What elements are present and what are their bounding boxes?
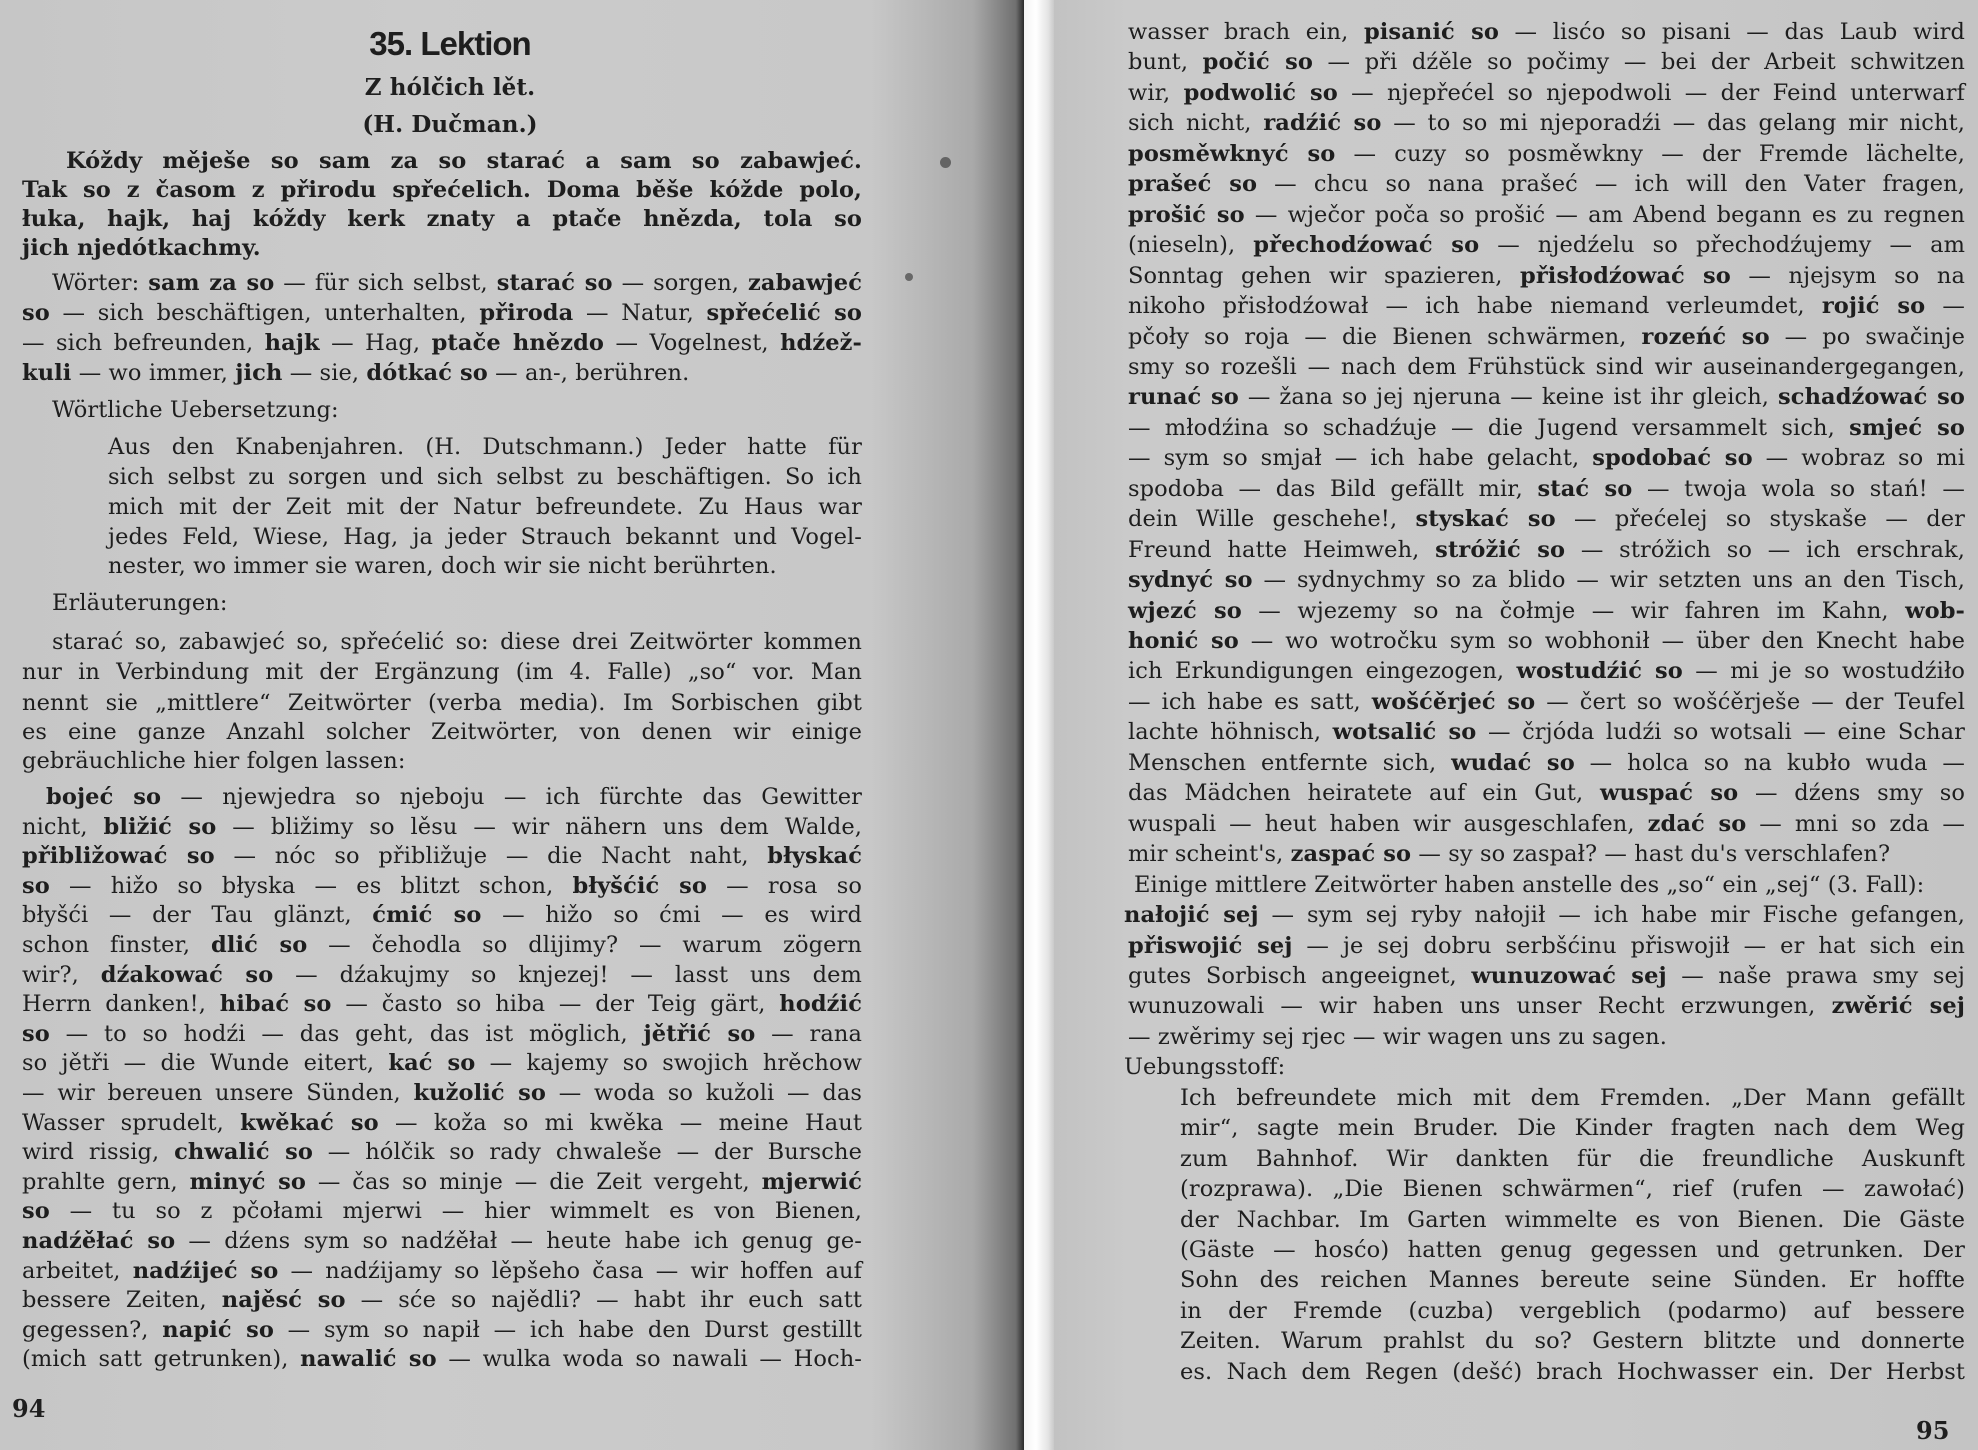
text-run: Herrn danken!, <box>22 991 220 1018</box>
text-run: — mi je so wostudźiło <box>1682 658 1966 685</box>
bold-term: podwolić so <box>1183 79 1338 106</box>
text-line <box>108 433 862 461</box>
bold-term: přiroda <box>479 300 574 326</box>
bold-term: wob- <box>1905 597 1965 624</box>
text-line <box>22 299 862 327</box>
text-run: — njejsym so na <box>1730 262 1966 289</box>
bold-term: jětřić so <box>643 1020 756 1047</box>
text-line <box>1128 779 1965 807</box>
text-line <box>108 463 862 491</box>
text-run: es eine ganze Anzahl solcher Zeitwörter, von denen wir einige <box>22 719 862 745</box>
text-run: — njewjedra so njeboju — ich fürchte das Gewitter <box>161 784 862 810</box>
text-run: so jětři — die Wunde eitert, <box>22 1050 389 1077</box>
text-run: — młodźina so schadźuje — die Jugend versammelt sich, <box>1128 414 1850 441</box>
bold-term: jich njedótkachmy. <box>22 235 261 261</box>
text-line <box>1180 1145 1965 1173</box>
text-run: mich mit der Zeit mit der Natur befreundete. Zu Haus war <box>108 494 862 520</box>
bold-term: radźić so <box>1263 110 1382 137</box>
bold-term: ptače hnězdo <box>431 330 605 356</box>
bold-term: wuspać so <box>1600 780 1739 807</box>
text-run: — wir bereuen unsere Sünden, <box>22 1080 414 1106</box>
text-run: dein Wille geschehe!, <box>1128 506 1416 533</box>
text-line <box>1128 262 1965 290</box>
text-run: — dźakujmy so knjezej! — lasst uns dem <box>273 961 862 988</box>
text-line <box>22 658 862 686</box>
text-run: — sće so najědli? — habt ihr euch satt <box>345 1287 863 1314</box>
text-line <box>1128 718 1965 746</box>
text-line <box>1128 323 1965 351</box>
text-run: — kajemy so swojich hrěchow <box>475 1050 862 1077</box>
text-run: — to so mi njeporadźi — das gelang mir nicht, <box>1381 110 1965 137</box>
text-run: Ich befreundete mich mit dem Fremden. „Der Mann gefällt <box>1180 1084 1965 1111</box>
lesson-author: (H. Dučman.) <box>362 111 538 138</box>
text-run: — koža so mi kwěka — meine Haut <box>378 1109 862 1136</box>
text-line <box>1128 566 1965 594</box>
text-line <box>1128 597 1965 625</box>
bold-term: wostudźić so <box>1516 658 1683 685</box>
bold-term: přisłodźować so <box>1520 262 1731 289</box>
text-line <box>1180 1175 1965 1203</box>
text-run: — chcu so nana prašeć — ich will den Vater fragen, <box>1257 171 1966 198</box>
text-run: — je sej dobru serbšćinu přiswojił — er hat sich ein <box>1292 932 1965 959</box>
bold-term: stróžić so <box>1435 536 1566 563</box>
bold-term: jich <box>235 360 283 386</box>
text-line <box>22 1227 862 1255</box>
text-run: — wječor poča so prošić — am Abend begann es zu regnen <box>1244 201 1965 228</box>
text-line <box>1128 475 1965 503</box>
text-run: — sydnychmy so za blido — wir setzten uns an den Tisch, <box>1252 567 1965 594</box>
text-run: Menschen entfernte sich, <box>1128 749 1452 776</box>
text-run: der Nachbar. Im Garten wimmelte es von Bienen. Die Gäste <box>1180 1206 1965 1233</box>
text-run: pčoły so roja — die Bienen schwärmen, <box>1128 323 1642 350</box>
text-run: nikoho přisłodźował — ich habe niemand verleumdet, <box>1128 293 1822 320</box>
text-run: Wörtliche Uebersetzung: <box>52 397 339 423</box>
text-run: Erläuterungen: <box>52 590 228 616</box>
text-run: — rana <box>755 1020 862 1047</box>
text-run: — při dźěle so počimy — bei der Arbeit schwitzen <box>1312 49 1965 76</box>
text-run: — črjóda ludźi so wotsali — eine Schar <box>1476 719 1965 746</box>
text-line <box>22 1079 862 1107</box>
text-run: — hólčik so rady chwaleše — der Bursche <box>313 1139 863 1166</box>
text-line <box>1180 1266 1965 1294</box>
text-line <box>22 234 862 262</box>
text-line <box>1128 810 1965 838</box>
text-run: — čehodla so dlijimy? — warum zögern <box>307 932 862 958</box>
text-run: (rozprawa). „Die Bienen schwärmen“, rief (rufen — zawołać) <box>1180 1176 1965 1203</box>
text-run: — njepřećel so njepodwoli — der Feind unterwarf <box>1337 79 1965 106</box>
text-line <box>1128 536 1965 564</box>
text-run: — přećelej so styskaše — der <box>1555 506 1966 533</box>
book-gutter <box>1024 0 1054 1450</box>
text-run: (Gäste — hosćo) hatten genug gegessen und getrunken. Der <box>1180 1237 1965 1263</box>
bold-term: napić so <box>162 1316 274 1343</box>
text-run: mir“, sagte mein Bruder. Die Kinder fragten nach dem Weg <box>1180 1115 1965 1142</box>
bold-term: nawalić so <box>300 1346 437 1373</box>
bold-term: dźakować so <box>100 961 274 988</box>
bold-term: nałojić sej <box>1124 902 1259 929</box>
bold-term: błyšćić so <box>572 872 708 899</box>
paper-speck <box>905 273 913 281</box>
bold-term: so <box>22 300 50 326</box>
text-line <box>22 931 862 959</box>
bold-term: so <box>22 1020 50 1047</box>
bold-term: zaspać so <box>1290 841 1412 868</box>
text-run: Sonntag gehen wir spazieren, <box>1128 262 1521 289</box>
text-line <box>1128 48 1965 76</box>
text-line <box>22 842 862 870</box>
text-line <box>22 359 862 387</box>
bold-term: rojić so <box>1821 293 1926 320</box>
text-run: sich selbst zu sorgen und sich selbst zu beschäftigen. So ich <box>108 464 862 490</box>
text-line <box>22 1257 862 1285</box>
text-line <box>22 813 862 841</box>
text-line <box>1180 1206 1965 1234</box>
bold-term: so <box>22 872 50 899</box>
text-line <box>108 493 862 521</box>
page-number-right: 95 <box>1916 1416 1950 1445</box>
bold-term: zwěrić sej <box>1831 993 1965 1020</box>
text-run: Uebungsstoff: <box>1124 1054 1286 1081</box>
text-run: nicht, <box>22 813 104 840</box>
text-run: — ich habe es satt, <box>1128 688 1372 715</box>
paper-speck <box>940 157 951 168</box>
text-run: lachte höhnisch, <box>1128 719 1333 746</box>
text-run: — mni so zda — <box>1746 810 1965 837</box>
text-run: nennt sie „mittlere“ Zeitwörter (verba media). Im Sorbischen gibt <box>22 690 862 716</box>
text-run: — Vogelnest, <box>604 330 781 356</box>
text-run: — für sich selbst, <box>274 270 497 296</box>
text-line <box>108 552 862 580</box>
text-run: — hižo so ćmi — es wird <box>481 902 862 929</box>
text-run: — wo immer, <box>71 360 236 386</box>
text-line <box>22 1049 862 1077</box>
page-number-left: 94 <box>12 1394 46 1423</box>
bold-term: łuka, hajk, haj kóždy kerk znaty a ptače hnězda, tola so <box>22 206 862 232</box>
text-run: — <box>1925 293 1965 320</box>
text-run: (nieseln), <box>1128 232 1254 259</box>
text-run: gebräuchliche hier folgen lassen: <box>22 748 406 774</box>
bold-term: kwěkać so <box>240 1109 379 1136</box>
text-line <box>1128 109 1965 137</box>
text-run: — sym sej ryby nałojił — ich habe mir Fische gefangen, <box>1258 902 1965 929</box>
bold-term: pisanić so <box>1363 19 1499 45</box>
text-line <box>1124 1053 1965 1081</box>
text-run: Zeiten. Warum prahlst du so? Gestern blitzte und donnerte <box>1180 1328 1965 1355</box>
text-line <box>1128 962 1965 990</box>
text-run: — holca so na kubło wuda — <box>1574 749 1966 776</box>
text-run: — rosa so <box>707 872 863 899</box>
text-line <box>22 176 862 204</box>
text-line <box>22 1286 862 1314</box>
text-line <box>1128 79 1965 107</box>
bold-term: wunuzować sej <box>1471 962 1667 989</box>
bold-term: wotsalić so <box>1332 719 1477 746</box>
bold-term: sydnyć so <box>1128 567 1253 594</box>
bold-term: bližić so <box>103 813 217 840</box>
text-run: in der Fremde (cuzba) vergeblich (podarmo) auf bessere <box>1180 1297 1965 1324</box>
text-line <box>1128 688 1965 716</box>
bold-term: hajk <box>264 330 320 356</box>
bold-term: schadźować so <box>1778 384 1965 411</box>
text-run: prahlte gern, <box>22 1168 190 1195</box>
bold-term: hdźež- <box>780 330 862 356</box>
text-run: — často so hiba — der Teig gärt, <box>331 991 780 1018</box>
bold-term: stać so <box>1537 475 1633 502</box>
bold-term: rozeńć so <box>1641 323 1770 350</box>
text-line <box>1134 871 1965 899</box>
text-line <box>22 718 862 746</box>
text-run: — nadźijamy so lěpšeho časa — wir hoffen auf <box>278 1257 862 1284</box>
bold-term: minyć so <box>189 1168 307 1195</box>
text-line <box>52 628 862 656</box>
text-run: — cuzy so posměwkny — der Fremde lächelte, <box>1335 140 1965 167</box>
text-line <box>1128 383 1965 411</box>
bold-term: kužolić so <box>413 1080 546 1106</box>
text-line <box>22 990 862 1018</box>
text-line <box>1180 1358 1965 1386</box>
text-line <box>1128 201 1965 229</box>
text-run: wasser brach ein, <box>1128 19 1364 45</box>
text-line <box>108 523 862 551</box>
text-line <box>1124 901 1965 929</box>
bold-term: wudać so <box>1451 749 1575 776</box>
bold-term: mjerwić <box>761 1168 862 1195</box>
text-run: — an-, berühren. <box>487 360 690 386</box>
text-run: — žana so jej njeruna — keine ist ihr gleich, <box>1238 384 1778 411</box>
bold-term: spodobać so <box>1592 445 1753 472</box>
text-run: — sym so napił — ich habe den Durst gestillt <box>273 1316 862 1343</box>
text-run: bessere Zeiten, <box>22 1287 222 1314</box>
text-run: jedes Feld, Wiese, Hag, ja jeder Strauch bekannt und Vogel- <box>108 524 862 550</box>
bold-term: ćmić so <box>372 902 482 929</box>
text-run: bunt, <box>1128 49 1203 76</box>
text-line <box>1128 992 1965 1020</box>
text-run: — stróžich so — ich erschrak, <box>1565 536 1965 563</box>
text-run: — sie, <box>282 360 367 386</box>
text-run: starać so, zabawjeć so, spřećelić so: diese drei Zeitwörter kommen <box>52 629 862 655</box>
bold-term: přibližować so <box>22 843 215 870</box>
bold-term: honić so <box>1128 628 1239 654</box>
text-line <box>1128 840 1965 868</box>
text-run: — nóc so přibližuje — die Nacht naht, <box>214 843 768 870</box>
text-line <box>1128 505 1965 533</box>
text-run: — wo wotročku sym so wobhonił — über den Knecht habe <box>1238 628 1965 654</box>
bold-term: kuli <box>22 360 72 386</box>
text-line <box>1128 353 1965 381</box>
text-line <box>1128 414 1965 442</box>
text-line <box>1180 1327 1965 1355</box>
text-line <box>22 1345 862 1373</box>
bold-term: hibać so <box>219 991 332 1018</box>
text-line <box>52 589 862 617</box>
bold-term: runać so <box>1128 384 1239 411</box>
text-run: — wobraz so mi <box>1752 445 1965 472</box>
bold-term: Tak so z časom z přirodu spřećelich. Doma běše kóžde polo, <box>22 177 862 203</box>
text-line <box>22 872 862 900</box>
text-line <box>1180 1084 1965 1112</box>
text-line <box>1128 231 1965 259</box>
bold-term: počić so <box>1202 49 1313 76</box>
bold-term: wjezć so <box>1128 597 1242 624</box>
bold-term: nadźěłać so <box>22 1228 176 1254</box>
bold-term: hodźić <box>779 991 863 1018</box>
text-line <box>1128 292 1965 320</box>
bold-term: starać so <box>496 270 613 296</box>
bold-term: dlić so <box>211 932 308 958</box>
text-line <box>1180 1297 1965 1325</box>
text-run: wuspali — heut haben wir ausgeschlafen, <box>1128 810 1648 837</box>
text-run: nur in Verbindung mit der Ergänzung (im 4. Falle) „so“ vor. Man <box>22 659 862 685</box>
text-line <box>1128 932 1965 960</box>
text-run: — tu so z pčołami mjerwi — hier wimmelt es von Bienen, <box>49 1198 862 1225</box>
text-line <box>1180 1236 1965 1264</box>
bold-term: přiswojić sej <box>1128 932 1293 959</box>
text-line <box>1128 627 1965 655</box>
text-run: — to so hodźi — das geht, das ist möglich, <box>49 1020 644 1047</box>
text-line <box>22 1197 862 1225</box>
bold-term: styskać so <box>1415 506 1556 533</box>
right-page <box>1054 0 1978 1450</box>
text-run: — naše prawa smy sej <box>1666 962 1965 989</box>
text-run: wunuzowali — wir haben uns unser Recht erzwungen, <box>1128 993 1832 1020</box>
bold-term: chwalić so <box>174 1139 313 1166</box>
text-run: Sohn des reichen Mannes bereute seine Sünden. Er hoffte <box>1180 1267 1965 1294</box>
text-run: gegessen?, <box>22 1316 163 1343</box>
text-line <box>22 901 862 929</box>
text-run: — bližimy so lěsu — wir nähern uns dem Walde, <box>216 813 863 840</box>
text-run: — sich beschäftigen, unterhalten, <box>49 300 480 326</box>
bold-term: zdać so <box>1647 810 1747 837</box>
text-run: — twoja wola so stań! — <box>1632 475 1966 502</box>
text-run: ich Erkundigungen eingezogen, <box>1128 658 1517 685</box>
bold-term: najěsć so <box>221 1287 346 1314</box>
text-run: — hižo so błyska — es blitzt schon, <box>49 872 573 899</box>
text-line <box>22 1168 862 1196</box>
text-run: zum Bahnhof. Wir dankten für die freundliche Auskunft <box>1180 1145 1965 1172</box>
bold-term: prašeć so <box>1128 171 1258 198</box>
text-run: — zwěrimy sej rjec — wir wagen uns zu sagen. <box>1128 1023 1667 1050</box>
bold-term: zabawjeć <box>748 270 863 296</box>
text-run: (mich satt getrunken), <box>22 1346 301 1373</box>
text-run: — dźens smy so <box>1738 780 1965 807</box>
text-run: — dźens sym so nadźěłał — heute habe ich genug ge- <box>175 1228 862 1254</box>
bold-term: smjeć so <box>1849 414 1965 441</box>
text-line <box>1128 1023 1965 1051</box>
text-run: Aus den Knabenjahren. (H. Dutschmann.) Jeder hatte für <box>108 434 862 460</box>
text-line <box>22 1109 862 1137</box>
text-run: nester, wo immer sie waren, doch wir sie nicht berührten. <box>108 553 777 579</box>
text-line <box>52 396 862 424</box>
text-run: błyšći — der Tau glänzt, <box>22 902 373 929</box>
text-line <box>22 1316 862 1344</box>
lesson-subtitle: Z hólčich lět. <box>364 74 536 101</box>
text-run: — sich befreunden, <box>22 330 265 356</box>
bold-term: bojeć so <box>46 784 162 810</box>
bold-term: Kóždy měješe so sam za so starać a sam so zabawjeć. <box>66 148 862 174</box>
text-line <box>22 689 862 717</box>
text-run: smy so rozešli — nach dem Frühstück sind wir auseinandergegangen, <box>1128 353 1965 380</box>
bold-term: so <box>22 1198 50 1225</box>
text-line <box>1128 18 1965 46</box>
text-line <box>1128 140 1965 168</box>
text-run: — sym so smjał — ich habe gelacht, <box>1128 445 1593 472</box>
text-run: es. Nach dem Regen (dešć) brach Hochwasser ein. Der Herbst <box>1180 1358 1965 1385</box>
text-run: das Mädchen heiratete auf ein Gut, <box>1128 780 1601 807</box>
text-run: Einige mittlere Zeitwörter haben anstelle des „so“ ein „sej“ (3. Fall): <box>1134 871 1925 898</box>
text-line <box>22 1138 862 1166</box>
text-run: spodoba — das Bild gefällt mir, <box>1128 475 1538 502</box>
text-line <box>22 329 862 357</box>
text-line <box>1180 1114 1965 1142</box>
text-run: — čert so wošćěrješe — der Teufel <box>1535 688 1965 715</box>
lesson-title: 35. Lektion <box>369 25 531 62</box>
text-run: — njedźelu so přechodźujemy — am <box>1479 232 1966 259</box>
text-run: sich nicht, <box>1128 110 1264 137</box>
text-run: arbeitet, <box>22 1257 133 1284</box>
bold-term: spřećelić so <box>706 300 863 326</box>
bold-term: posměwknyć so <box>1128 140 1336 167</box>
text-run: — wjezemy so na čołmje — wir fahren im Kahn, <box>1241 597 1906 624</box>
bold-term: sam za so <box>148 270 275 296</box>
bold-term: kać so <box>388 1050 476 1077</box>
text-run: — Hag, <box>319 330 432 356</box>
text-run: wir, <box>1128 79 1184 106</box>
text-run: gutes Sorbisch angeeignet, <box>1128 962 1472 989</box>
text-line <box>1128 444 1965 472</box>
text-line <box>22 1020 862 1048</box>
text-line <box>46 783 862 811</box>
text-line <box>1128 170 1965 198</box>
text-run: — po swačinje <box>1769 323 1966 350</box>
bold-term: prošić so <box>1128 201 1245 228</box>
text-line <box>52 269 862 297</box>
text-run: wir?, <box>22 961 101 988</box>
text-line <box>22 961 862 989</box>
text-run: — Natur, <box>573 300 707 326</box>
text-line <box>66 147 862 175</box>
text-line <box>22 747 862 775</box>
text-run: — lisćo so pisani — das Laub wird <box>1498 19 1965 45</box>
text-run: — čas so minje — die Zeit vergeht, <box>306 1168 762 1195</box>
bold-term: přechodźować so <box>1253 232 1480 259</box>
text-run: — wulka woda so nawali — Hoch- <box>436 1346 862 1373</box>
bold-term: nadźijeć so <box>132 1257 279 1284</box>
text-run: wird rissig, <box>22 1139 175 1166</box>
bold-term: wošćěrjeć so <box>1371 688 1536 715</box>
text-line <box>1128 749 1965 777</box>
text-run: Freund hatte Heimweh, <box>1128 536 1436 563</box>
text-run: Wörter: <box>52 270 149 296</box>
text-run: mir scheint's, <box>1128 841 1291 868</box>
bold-term: dótkać so <box>366 360 488 386</box>
bold-term: błyskać <box>767 843 862 870</box>
text-run: Wasser sprudelt, <box>22 1109 241 1136</box>
text-line <box>1128 657 1965 685</box>
text-run: — woda so kužoli — das <box>545 1080 862 1106</box>
text-line <box>22 205 862 233</box>
text-run: — sorgen, <box>612 270 749 296</box>
text-run: schon finster, <box>22 932 212 958</box>
text-run: — sy so zaspał? — hast du's verschlafen? <box>1411 841 1891 868</box>
